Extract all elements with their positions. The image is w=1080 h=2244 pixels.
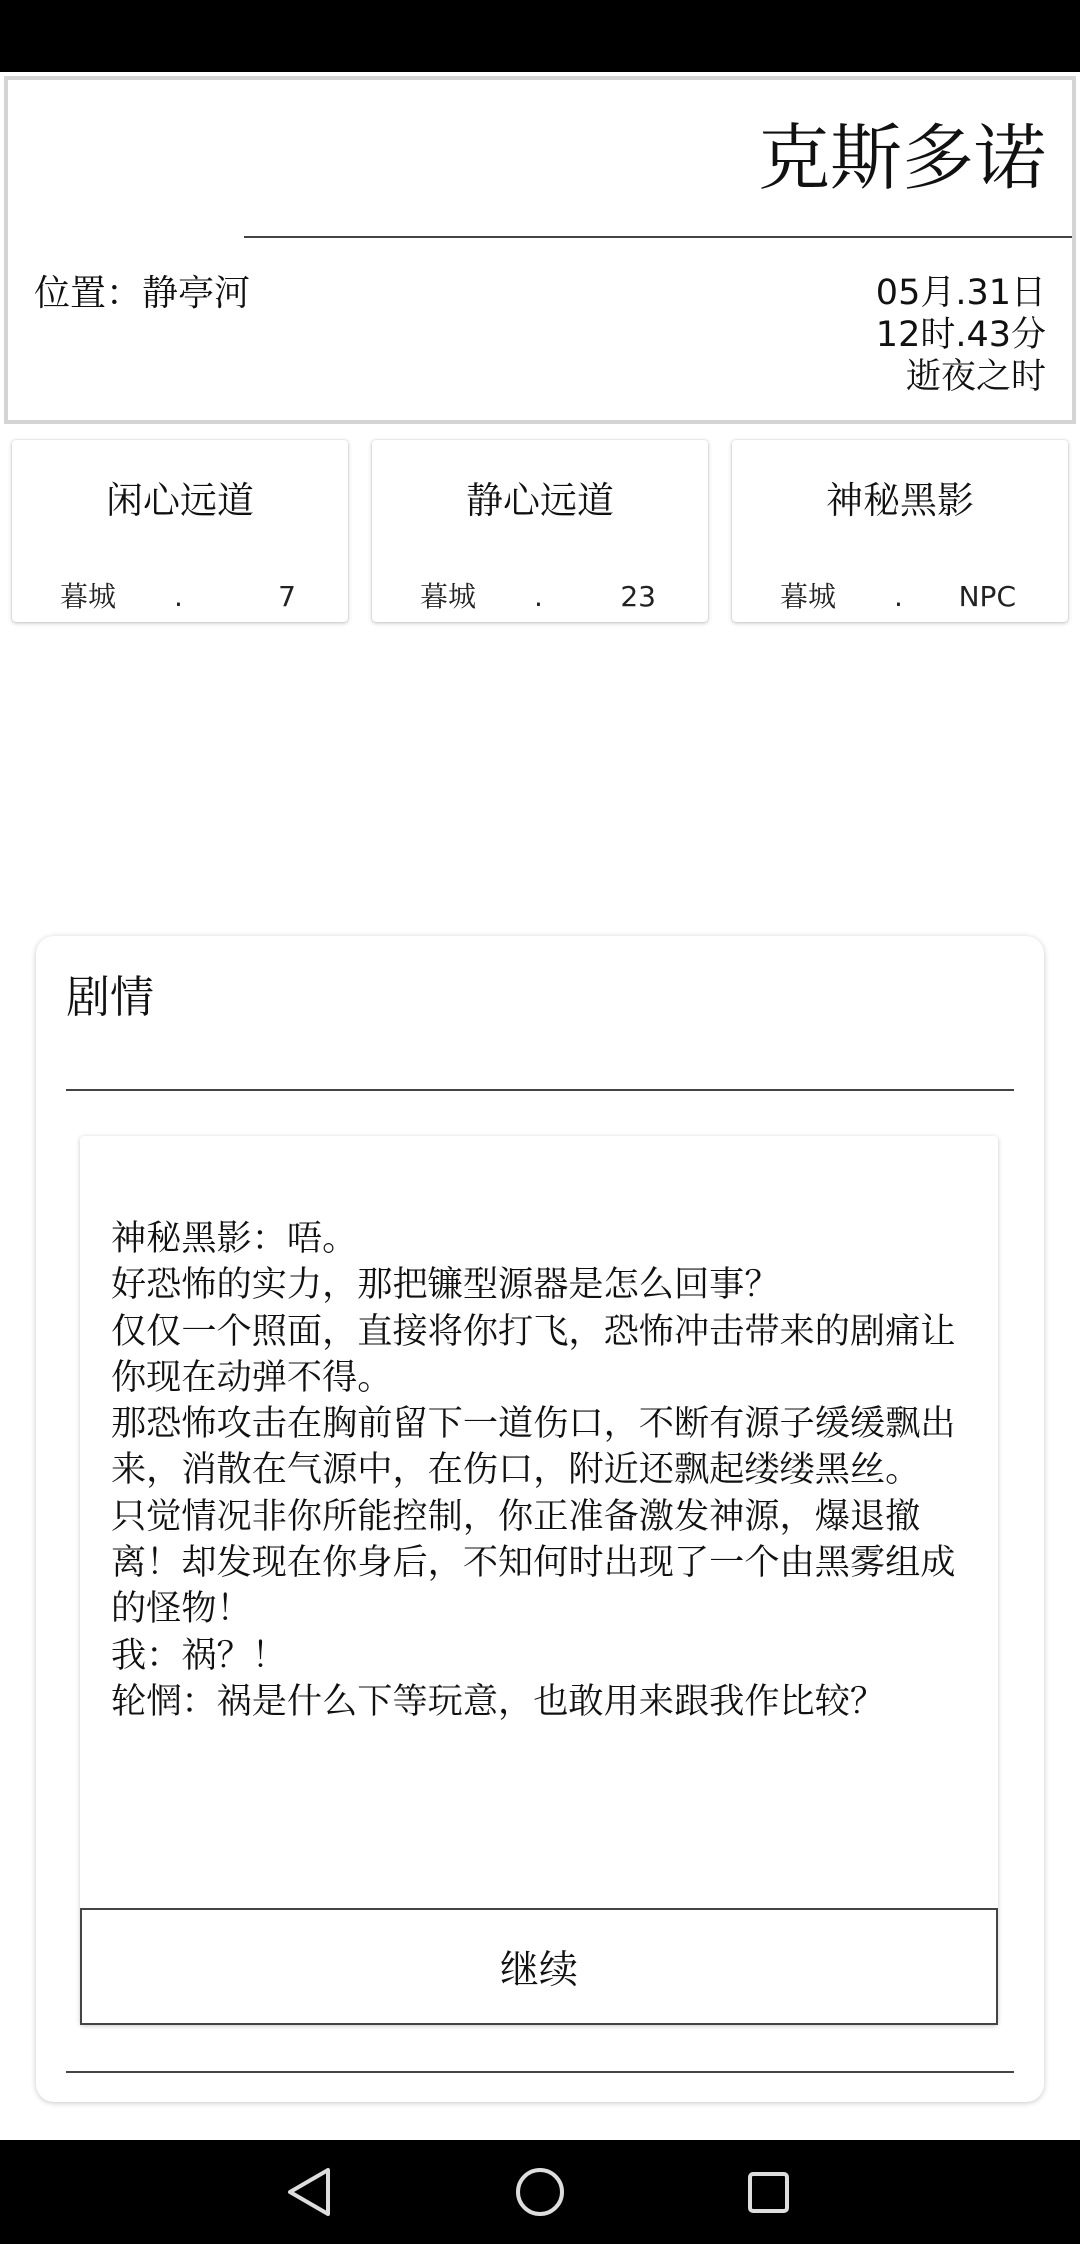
location-label: 位置：静亭河 [34,273,251,314]
npc-meta [732,582,1068,612]
game-clock: 12时.43分 [875,315,1046,355]
npc-city: 暮城 [60,580,117,613]
story-line: 好恐怖的实力，那把镰型源器是怎么回事？ [111,1264,780,1306]
header-card [4,76,1076,424]
npc-city: 暮城 [780,580,837,613]
home-circle-icon [490,2140,590,2244]
npc-name: 神秘黑影 [826,479,974,522]
story-line: 轮惘：祸是什么下等玩意，也敢用来跟我作比较？ [111,1680,886,1722]
story-dialog [36,936,1044,2102]
npc-value: NPC [958,580,1016,613]
story-title: 剧情 [66,972,154,1023]
npc-card[interactable] [12,440,348,622]
npc-name: 闲心远道 [106,479,254,522]
story-line: 只觉情况非你所能控制，你正准备激发神源，爆退撤离！却发现在你身后，不知何时出现了一个由黑雾组成的怪物！ [111,1495,956,1630]
recent-apps-button[interactable] [718,2140,818,2244]
home-button[interactable] [490,2140,590,2244]
story-title-divider [66,1089,1014,1091]
character-name: 克斯多诺 [757,116,1046,200]
story-line: 那恐怖攻击在胸前留下一道伤口，不断有源子缓缓飘出来，消散在气源中，在伤口，附近还飘起缕缕黑丝。 [111,1403,956,1491]
game-time [876,272,1046,398]
npc-name: 静心远道 [466,479,614,522]
recent-square-icon [718,2140,818,2244]
story-line: 神秘黑影：唔。 [111,1218,358,1259]
npc-card[interactable] [732,440,1068,622]
story-line: 我：祸？！ [111,1634,287,1676]
npc-city: 暮城 [420,580,477,613]
npc-value: 7 [278,580,296,613]
story-text [111,1216,973,1725]
npc-separator: . [174,580,183,613]
game-date: 05月.31日 [875,273,1046,313]
npc-card[interactable] [372,440,708,622]
npc-meta [372,582,708,612]
game-period: 逝夜之时 [905,357,1046,397]
continue-button[interactable]: 继续 [80,1908,998,2025]
status-bar [0,0,1080,72]
npc-value: 23 [620,580,656,613]
story-bottom-divider [66,2071,1014,2073]
npc-separator: . [894,580,903,613]
npc-list [12,440,1068,624]
npc-separator: . [534,580,543,613]
system-nav-bar [0,2140,1080,2244]
npc-meta [12,582,348,612]
back-button[interactable] [258,2140,358,2244]
back-triangle-icon [258,2140,358,2244]
header-divider [244,236,1072,238]
story-text-box [80,1136,998,2025]
story-line: 仅仅一个照面，直接将你打飞，恐怖冲击带来的剧痛让你现在动弹不得。 [111,1310,956,1398]
